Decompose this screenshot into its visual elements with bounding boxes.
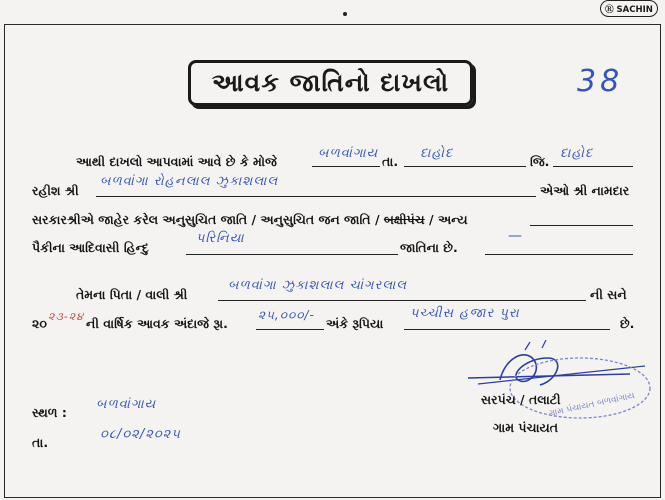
year-value: ૨૩-૨૪: [48, 310, 85, 323]
place-label: સ્થળ :: [32, 405, 67, 420]
option-other: અન્ય: [437, 212, 468, 227]
caste-line: [186, 254, 398, 255]
page-title: આવક જાતિનો દાખલો: [211, 68, 450, 97]
brand-logo-text: Ⓡ SACHIN: [605, 4, 653, 15]
taluka-label: તા.: [382, 154, 399, 169]
amount-words: પચ્ચીસ હજાર પુરા: [410, 306, 520, 321]
amount-words-label: અંકે રૂપિયા: [326, 316, 384, 331]
date-label: તા.: [32, 435, 49, 450]
line5-prefix: તેમના પિતા / વાલી શ્રી: [76, 287, 188, 302]
title-box: [188, 60, 473, 106]
line6-text: ની વાર્ષિક આવક અંદાજે રૂા.: [86, 316, 228, 331]
line4-blank: [485, 254, 633, 255]
village-value: બળવાંગાય: [318, 146, 379, 161]
amount-line: [256, 329, 324, 330]
line3-text: સરકારશ્રીએ જાહેર કરેલ અનુસુચિત જાતિ / અનુસુચિત જન જાતિ / બક્ષીપંચ / અન્ય: [32, 212, 468, 227]
option-sc: અનુસુચિત જાતિ: [162, 212, 248, 227]
option-bakshi: બક્ષીપંચ: [383, 212, 425, 227]
line2-suffix: એઓ શ્રી નામદાર: [540, 183, 630, 198]
line3-prefix: સરકારશ્રીએ જાહેર કરેલ: [32, 212, 159, 227]
resident-line: [96, 196, 536, 197]
brand-logo: [600, 0, 658, 17]
year-prefix: ૨૦: [32, 316, 47, 331]
caste-value: પરિનિયા: [196, 231, 245, 246]
signature-svg: [430, 340, 660, 430]
official-stamp: [430, 340, 660, 430]
option-st: અનુસુચિત જન જાતિ: [260, 212, 371, 227]
father-line: [218, 300, 586, 301]
line4-dash: —: [508, 228, 523, 244]
line1-prefix: આથી દાખલો આપવામાં આવે છે કે મોજે: [76, 154, 277, 169]
dot-mark: [343, 12, 347, 16]
resident-label: રહીશ શ્રી: [32, 183, 79, 198]
amount-value: ૨૫,૦૦૦/-: [258, 308, 315, 322]
line4-suffix: જાતિના છે.: [400, 240, 458, 255]
taluka-line: [404, 166, 526, 167]
line6-suffix: છે.: [620, 316, 635, 331]
district-value: દાહોદ: [560, 146, 594, 161]
serial-number: 38: [577, 64, 624, 99]
amount-words-line: [404, 329, 610, 330]
place-value: બળવાંગાય: [96, 397, 157, 412]
village-line: [312, 166, 380, 167]
signatory-title: સરપંચ / તલાટી: [481, 392, 561, 407]
line4-prefix: પૈકીના આદિવાસી હિન્દુ: [32, 240, 149, 255]
district-line: [553, 166, 633, 167]
stamp-text: ગ્રામ પંચાયત બળવાંગાય: [547, 390, 636, 420]
line3-blank: [530, 225, 633, 226]
father-name: બળવાંગા ઝુકાશલાલ ચાંગરલાલ: [228, 278, 408, 293]
district-label: જિ.: [530, 154, 550, 169]
date-value: ૦૮/૦૨/૨૦૨૫: [100, 427, 181, 442]
signatory-office: ગામ પંચાયત: [493, 420, 559, 435]
taluka-value: દાહોદ: [420, 146, 454, 161]
resident-name: બળવાંગા રોહનલાલ ઝુકાશલાલ: [100, 174, 279, 189]
line5-suffix: ની સને: [590, 287, 627, 302]
